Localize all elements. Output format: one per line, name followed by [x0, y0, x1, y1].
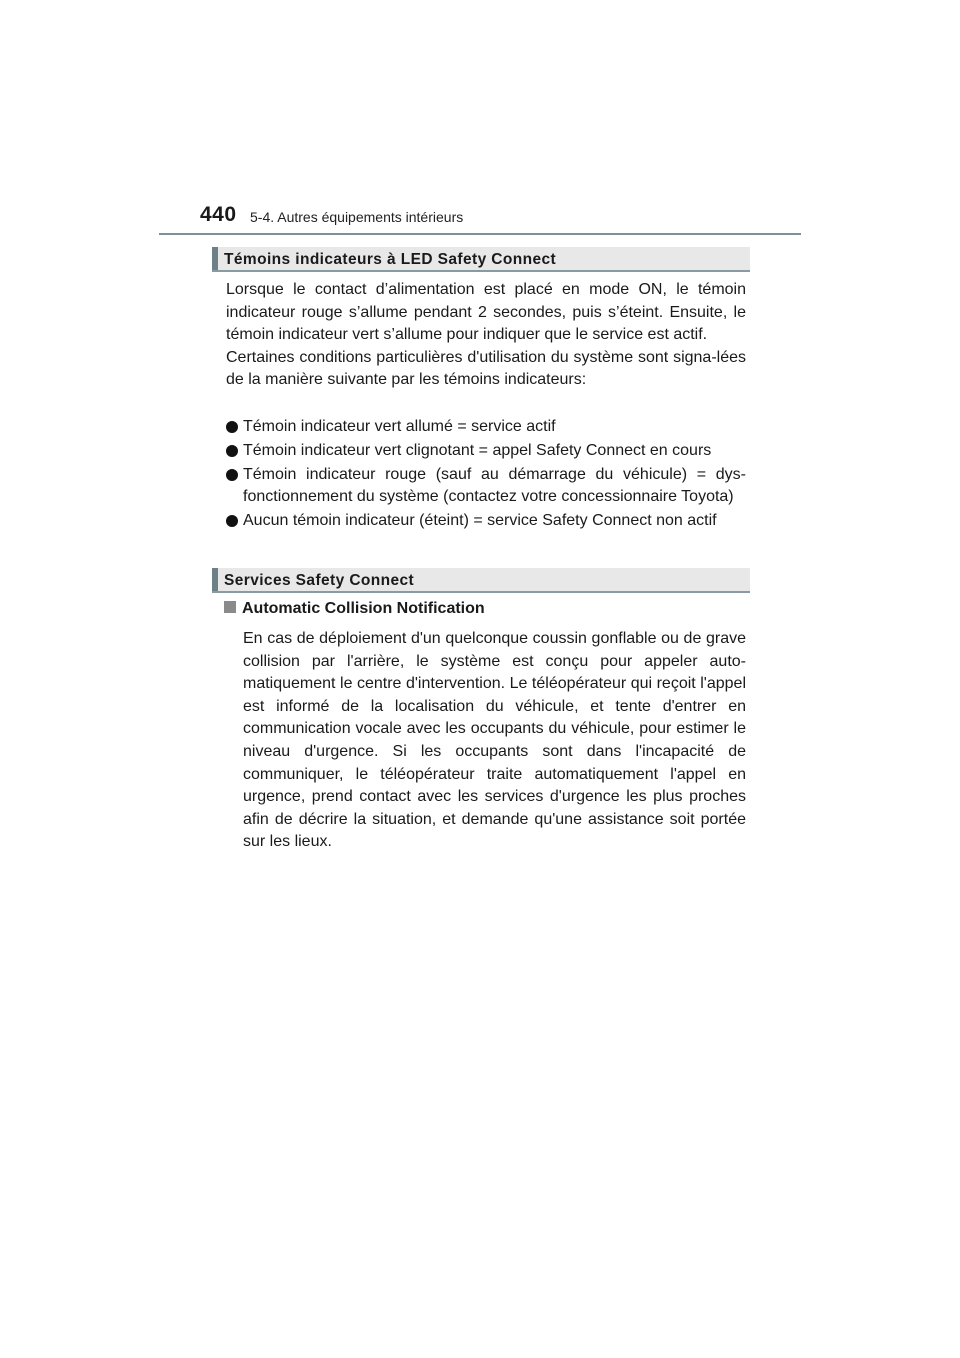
section-heading-led-indicators	[212, 247, 750, 272]
list-item-text: Témoin indicateur vert allumé = service actif	[243, 418, 556, 435]
section-heading-label: Services Safety Connect	[224, 572, 415, 589]
square-bullet-icon	[224, 601, 236, 613]
intro-text	[226, 279, 746, 392]
list-item	[226, 464, 746, 509]
section-heading-services	[212, 568, 750, 593]
section-heading-label: Témoins indicateurs à LED Safety Connect	[224, 251, 557, 268]
list-item	[226, 416, 746, 439]
page-number: 440	[200, 203, 237, 226]
section-header: 5-4. Autres équipements intérieurs	[250, 209, 464, 225]
bullet-icon	[226, 421, 238, 433]
intro-paragraph: Lorsque le contact d’alimentation est placé en mode ON, le témoin indicateur rouge s’allume pendant 2 secondes, puis s’éteint. Ensuite, le témoin indicateur vert s’allume pour indiquer que le service est actif.	[226, 281, 746, 343]
list-item-text: Témoin indicateur rouge (sauf au démarrage du véhicule) = dys-fonctionnement du système (contactez votre concessionnaire Toyota)	[243, 465, 746, 506]
list-item-text: Aucun témoin indicateur (éteint) = service Safety Connect non actif	[243, 512, 717, 530]
subheading-collision-notification	[224, 600, 485, 618]
bullet-icon	[226, 469, 238, 481]
collision-notification-paragraph: En cas de déploiement d'un quelconque coussin gonflable ou de grave collision par l'arrière, le système est conçu pour appeler auto-matiquement le centre d'intervention. Le téléopérateur qui reçoit l'appel est informé de la localisation du véhicule, et tente d'entrer en communication vocale avec les occupants du véhicule, pour estimer le niveau d'urgence. Si les occupants sont dans l'incapacité de communiquer, le téléopérateur traite automatiquement l'appel en urgence, prend contact avec les services d'urgence les plus proches afin de décrire la situation, et demande qu'une assistance soit portée sur les lieux.	[243, 630, 746, 851]
bullet-icon	[226, 445, 238, 457]
list-item	[226, 440, 746, 463]
intro-paragraph-2: Certaines conditions particulières d'utilisation du système sont signa-lées de la manière suivante par les témoins indicateurs:	[226, 348, 746, 388]
subheading-label: Automatic Collision Notification	[242, 600, 485, 617]
indicator-bullet-list	[226, 416, 746, 534]
header-divider	[159, 233, 801, 235]
list-item-text: Témoin indicateur vert clignotant = appel Safety Connect en cours	[243, 441, 712, 459]
bullet-icon	[226, 515, 238, 527]
list-item	[226, 510, 746, 533]
